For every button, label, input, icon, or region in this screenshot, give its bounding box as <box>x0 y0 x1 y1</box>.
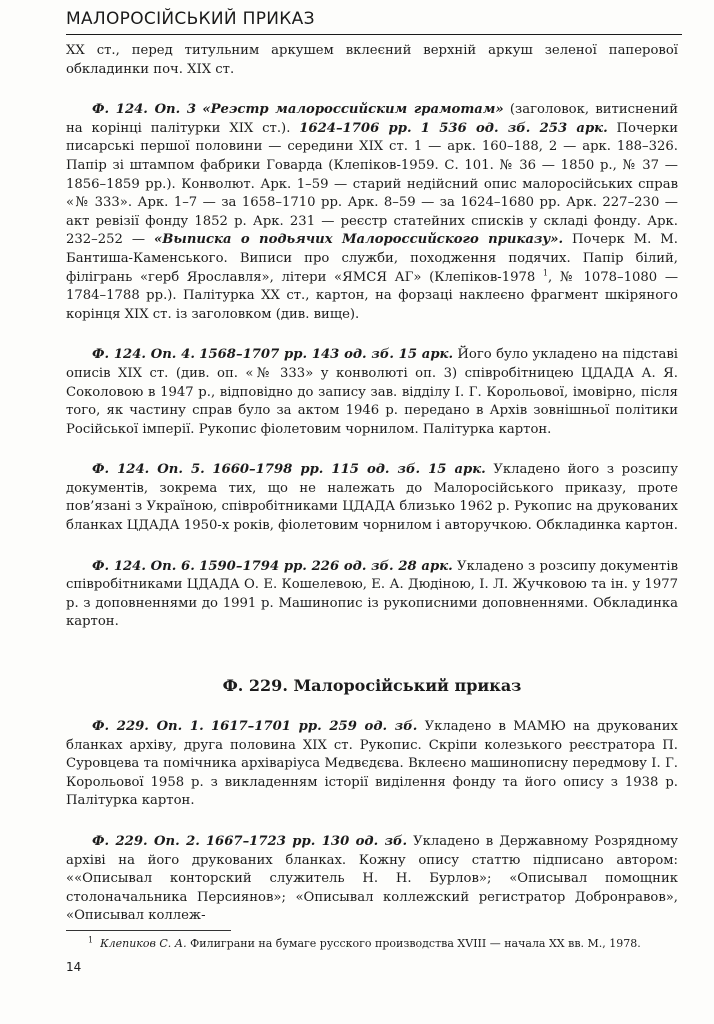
entry-f124-op5 <box>66 461 678 535</box>
intro-paragraph: XX ст., перед титульним аркушем вклеєний верхній аркуш зеленої паперової обкладинки поч. XIX ст. <box>66 43 678 77</box>
entry-title: «Выписка о подьячих Малороссийского приказу». <box>154 232 564 248</box>
entry-ref: Ф. 229. Оп. 1. <box>92 719 204 735</box>
footnote-author: Клепиков С. А. <box>100 937 187 950</box>
footnote <box>88 937 688 951</box>
entry-text: , № 1078–1080 — 1784–1788 рр.). Палітурка XX ст., картон, на форзаці наклеєно фрагмент шкіряного корінця XIX ст. із заголовком (див. вище). <box>66 269 679 322</box>
header-rule <box>66 34 682 35</box>
footnote-rule <box>66 930 231 931</box>
entry-extent: 1660–1798 рр. 115 од. зб. 15 арк. <box>212 462 486 478</box>
footnote-mark: 1 <box>88 935 94 945</box>
entry-text: Укладено його з розсипу документів, зокрема тих, що не належать до Малоросійського приказу, проте пов’язані з Україною, співробітниками ЦДАДА близько 1962 р. Рукопис на друкованих бланках ЦДАДА 1950-х років, фіолетовим чорнилом і авторучкою. Обкладинка картон. <box>66 462 679 534</box>
entry-text: Почерки писарські першої половини — середини XIX ст. 1 — арк. 160–188, 2 — арк. 188–326. Папір зі штампом фабрики Говарда (Клепіков-1959. С. 101. № 36 — 1850 р., № 37 — 1856–1859 рр.). Конволют. Арк. 1–59 — старий недійсний опис малоросійських справ «№ 333». Арк. 1–7 — за 1658–1710 рр. Арк. 8–59 — за 1624–1680 рр. Арк. 227–230 — акт ревізії фонду 1852 р. Арк. 231 — реєстр статейних списків у складі фонду. Арк. 232–252 — <box>66 120 678 248</box>
body-text <box>66 42 678 926</box>
entry-extent: 1667–1723 рр. 130 од. зб. <box>205 834 408 849</box>
entry-ref: Ф. 124. Оп. 5. <box>92 462 205 478</box>
entry-ref: Ф. 124. Оп. 3 <box>92 102 197 118</box>
entry-text: Укладено з розсипу документів співробітниками ЦДАДА О. Е. Кошелевою, Е. А. Дюдіною, І. Л. Жучковою та ін. у 1977 р. з доповненнями до 1991 р. Машинопис із рукописними доповненнями. Обкладинка картон. <box>66 558 678 630</box>
footnote-text: Филиграни на бумаге русского производства XVIII — начала XX вв. М., 1978. <box>186 937 641 950</box>
entry-extent: 1568–1707 рр. 143 од. зб. 15 арк. <box>199 347 454 363</box>
entry-text: Укладено в Державному Розрядному архіві на його друкованих бланках. Кожну опису статтю підписано автором: ««Описывал конторский служитель Н. Н. Бурлов»; «Описывал помощник столоначальника Персиянов»; «Описывал коллежский регистратор Добронравов», «Описывал коллеж- <box>66 834 679 924</box>
entry-extent: 1624–1706 рр. 1 536 од. зб. 253 арк. <box>299 120 608 136</box>
entry-f124-op4 <box>66 346 678 439</box>
entry-f229-op2 <box>66 833 678 926</box>
entry-extent: 1590–1794 рр. 226 од. зб. 28 арк. <box>199 558 453 574</box>
entry-text: Почерк М. М. Бантиша-Каменського. Виписи про служби, походження подячих. Папір білий, філігрань «герб Ярославля», літери «ЯМСЯ АГ» (Клепіков-1978 <box>66 232 678 285</box>
entry-f229-op1 <box>66 718 678 811</box>
page-number: 14 <box>66 960 82 974</box>
entry-f124-op6 <box>66 558 678 632</box>
entry-ref: Ф. 229. Оп. 2. <box>92 834 200 849</box>
section-heading: Ф. 229. Малоросійський приказ <box>222 676 522 696</box>
footnote-mark: 1 <box>542 268 549 278</box>
entry-text: Його було укладено на підставі описів XIX ст. (див. оп. «№ 333» у конволюті оп. 3) співробітницею ЦДАДА А. Я. Соколовою в 1947 р., відповідно до запису зав. відділу І. Г. Корольової, імовірно, після того, як частину справ було за актом 1946 р. передано в Архів зовнішньої політики Російської імперії. Рукопис фіолетовим чорнилом. Палітурка картон. <box>66 347 678 437</box>
running-header: МАЛОРОСІЙСЬКИЙ ПРИКАЗ <box>66 9 315 29</box>
entry-f124-op3 <box>66 101 678 324</box>
entry-text: (заголовок, витиснений на корінці палітурки XIX ст.). <box>66 102 678 136</box>
entry-ref: Ф. 124. Оп. 6. <box>92 558 195 574</box>
entry-ref: Ф. 124. Оп. 4. <box>92 347 195 363</box>
entry-title: «Реэстр малороссийским грамотам» <box>202 102 504 118</box>
entry-text: Укладено в МАМЮ на друкованих бланках архіву, друга половина XIX ст. Рукопис. Скріпи колезького реєстратора П. Суровцева та помічника архіваріуса Медвєдєва. Вклеєно машинописну передмову І. Г. Корольової 1958 р. з викладенням історії виділення фонду та його опису з 1938 р. Палітурка картон. <box>66 719 678 809</box>
entry-extent: 1617–1701 рр. 259 од. зб. <box>210 719 418 735</box>
